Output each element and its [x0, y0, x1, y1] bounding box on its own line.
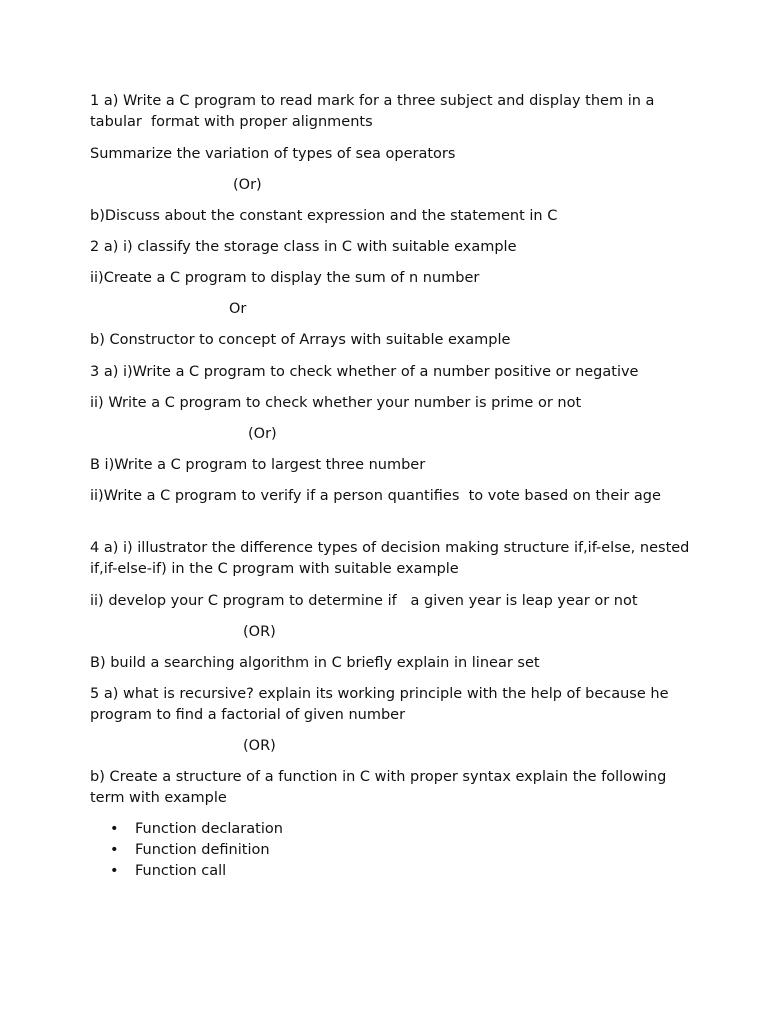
question-4a-ii: ii) develop your C program to determine if a given year is leap year or not: [90, 593, 638, 609]
question-3b-i: B i)Write a C program to largest three number: [90, 457, 426, 473]
bullet-marker: •: [110, 863, 119, 879]
or-separator: (OR): [243, 624, 276, 640]
question-2a-ii: ii)Create a C program to display the sum of n number: [90, 270, 480, 286]
question-3a-ii: ii) Write a C program to check whether your number is prime or not: [90, 395, 582, 411]
question-5a: 5 a) what is recursive? explain its working principle with the help of because he program to find a factorial of given number: [90, 686, 674, 723]
question-1b: b)Discuss about the constant expression and the statement in C: [90, 208, 558, 224]
or-separator: (OR): [243, 738, 276, 754]
bullet-text: Function definition: [135, 842, 270, 858]
or-separator: (Or): [233, 177, 262, 193]
question-4a-i: 4 a) i) illustrator the difference types of decision making structure if,if-else, nested if,if-else-if) in the C program with suitable example: [90, 540, 694, 577]
question-1a-part: Summarize the variation of types of sea operators: [90, 146, 456, 162]
question-5b: b) Create a structure of a function in C with proper syntax explain the following term with example: [90, 769, 671, 806]
bullet-marker: •: [110, 842, 119, 858]
or-separator: (Or): [248, 426, 277, 442]
or-separator: Or: [229, 301, 247, 317]
bullet-text: Function call: [135, 863, 227, 879]
bullet-marker: •: [110, 821, 119, 837]
question-2a-i: 2 a) i) classify the storage class in C with suitable example: [90, 239, 517, 255]
bullet-text: Function declaration: [135, 821, 283, 837]
question-3b-ii: ii)Write a C program to verify if a person quantifies to vote based on their age: [90, 488, 661, 504]
question-1a: 1 a) Write a C program to read mark for a three subject and display them in a tabular format with proper alignments: [90, 93, 660, 130]
question-2b: b) Constructor to concept of Arrays with suitable example: [90, 332, 511, 348]
question-4b: B) build a searching algorithm in C briefly explain in linear set: [90, 655, 540, 671]
question-3a-i: 3 a) i)Write a C program to check whether of a number positive or negative: [90, 364, 639, 380]
